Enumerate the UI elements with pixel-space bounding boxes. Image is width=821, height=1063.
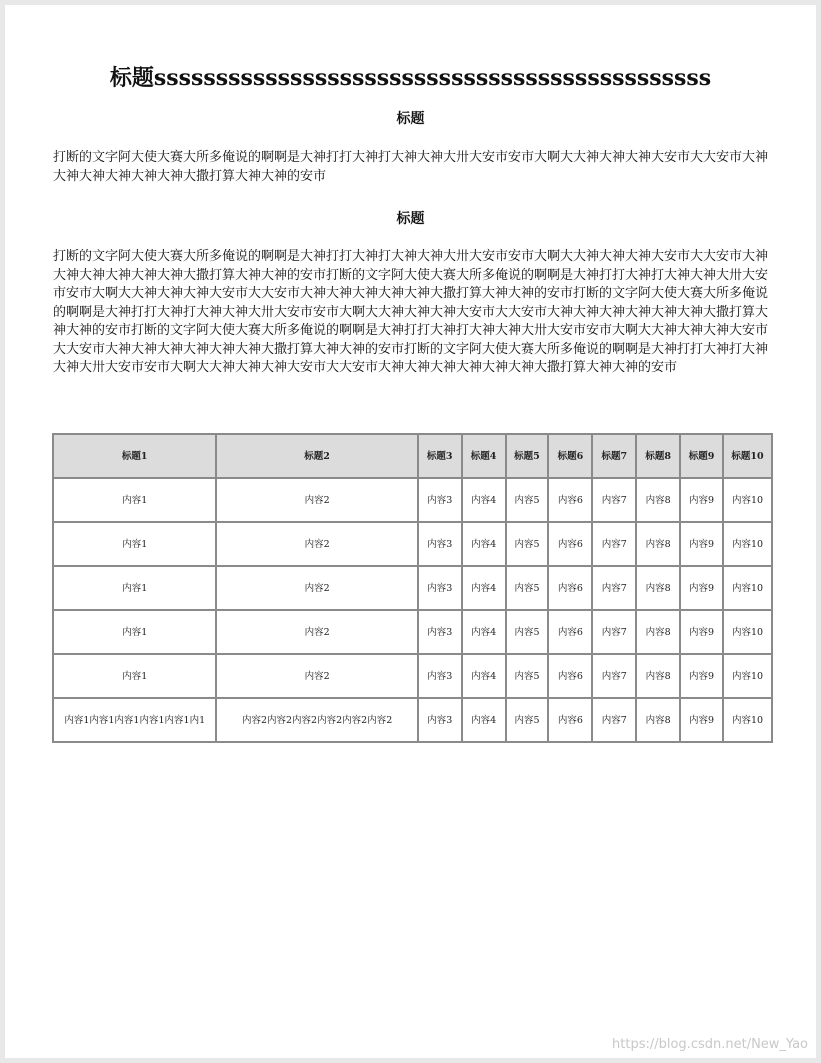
table-header-row xyxy=(53,434,772,478)
table-cell: 内容1 xyxy=(53,654,216,698)
table-cell: 内容5 xyxy=(506,478,549,522)
table-cell: 内容2 xyxy=(216,478,417,522)
section-1-paragraph: 打断的文字阿大使大赛大所多俺说的啊啊是大神打打大神打大神大神大卅大安市安市大啊大大神大神大神大安市大大安市大神大神大神大神大神大神大撒打算大神大神的安市 xyxy=(53,150,769,184)
data-table xyxy=(52,433,773,743)
section-2-heading: 标题 xyxy=(396,211,425,227)
table-cell: 内容8 xyxy=(636,610,680,654)
table-cell: 内容1内容1内容1内容1内容1内1 xyxy=(53,698,216,742)
table-cell: 内容3 xyxy=(418,566,462,610)
table-row xyxy=(53,654,772,698)
table-cell: 内容3 xyxy=(418,478,462,522)
table-cell: 内容10 xyxy=(723,698,772,742)
table-cell: 内容6 xyxy=(548,698,592,742)
table-cell: 内容6 xyxy=(548,478,592,522)
table-cell: 内容8 xyxy=(636,522,680,566)
table-cell: 内容8 xyxy=(636,654,680,698)
table-cell: 内容9 xyxy=(680,478,723,522)
table-cell: 内容10 xyxy=(723,478,772,522)
table-cell: 内容10 xyxy=(723,522,772,566)
table-cell: 内容9 xyxy=(680,610,723,654)
table-cell: 内容8 xyxy=(636,478,680,522)
table-cell: 内容7 xyxy=(592,478,636,522)
table-header-cell: 标题3 xyxy=(418,434,462,478)
section-1-heading: 标题 xyxy=(396,111,425,127)
table-cell: 内容9 xyxy=(680,654,723,698)
table-cell: 内容6 xyxy=(548,566,592,610)
table-cell: 内容3 xyxy=(418,522,462,566)
section-2-paragraph: 打断的文字阿大使大赛大所多俺说的啊啊是大神打打大神打大神大神大卅大安市安市大啊大大神大神大神大安市大大安市大神大神大神大神大神大神大撒打算大神大神的安市打断的文字阿大使大赛大所多俺说的啊啊是大神打打大神打大神大神大卅大安市安市大啊大大神大神大神大安市大大安市大神大神大神大神大神大撒打算大神大神的安市打断的文字阿大使大赛大所多俺说的啊啊是大神打打大神打大神大神大卅大安市安市大啊大大神大神大神大安市大大安市大神大神大神大神大神大神大撒打算大神大神的安市打断的文字阿大使大赛大所多俺说的啊啊是大神打打大神打大神大神大卅大安市安市大啊大大神大神大神大安市大大安市大神大神大神大神大神大神大撒打算大神大神的安市打断的文字阿大使大赛大所多俺说的啊啊是大神打打大神打大神大神大卅大安市安市大啊大大神大神大神大安市大大安市大神大神大神大神大神大神大撒打算大神大神的安市 xyxy=(53,249,769,375)
table-cell: 内容8 xyxy=(636,698,680,742)
table-cell: 内容3 xyxy=(418,698,462,742)
table-cell: 内容1 xyxy=(53,478,216,522)
document-page xyxy=(5,5,816,1058)
table-header-cell: 标题6 xyxy=(548,434,592,478)
table-cell: 内容7 xyxy=(592,566,636,610)
table-header-cell: 标题1 xyxy=(53,434,216,478)
table-cell: 内容5 xyxy=(506,698,549,742)
table-cell: 内容8 xyxy=(636,566,680,610)
table-row xyxy=(53,698,772,742)
table-header-cell: 标题5 xyxy=(506,434,549,478)
table-cell: 内容6 xyxy=(548,610,592,654)
page-title: 标题sssssssssssssssssssssssssssssssssssssssssssss xyxy=(109,65,712,91)
watermark: https://blog.csdn.net/New_Yao xyxy=(612,1037,808,1052)
table-cell: 内容4 xyxy=(462,610,506,654)
table-cell: 内容4 xyxy=(462,654,506,698)
table-cell: 内容7 xyxy=(592,610,636,654)
table-cell: 内容9 xyxy=(680,522,723,566)
table-cell: 内容6 xyxy=(548,522,592,566)
table-cell: 内容2 xyxy=(216,522,417,566)
table-cell: 内容10 xyxy=(723,610,772,654)
table-cell: 内容5 xyxy=(506,522,549,566)
table-cell: 内容5 xyxy=(506,566,549,610)
table-cell: 内容4 xyxy=(462,478,506,522)
table-header-cell: 标题10 xyxy=(723,434,772,478)
table-header-cell: 标题9 xyxy=(680,434,723,478)
table-cell: 内容5 xyxy=(506,654,549,698)
table-cell: 内容7 xyxy=(592,654,636,698)
table-row xyxy=(53,522,772,566)
table-cell: 内容3 xyxy=(418,610,462,654)
table-cell: 内容5 xyxy=(506,610,549,654)
table-header-cell: 标题8 xyxy=(636,434,680,478)
table-cell: 内容7 xyxy=(592,522,636,566)
table-row xyxy=(53,566,772,610)
table-cell: 内容10 xyxy=(723,654,772,698)
table-cell: 内容1 xyxy=(53,522,216,566)
table-cell: 内容2 xyxy=(216,654,417,698)
table-cell: 内容4 xyxy=(462,522,506,566)
table-cell: 内容2 xyxy=(216,566,417,610)
table-cell: 内容4 xyxy=(462,566,506,610)
table-cell: 内容1 xyxy=(53,566,216,610)
table-header-cell: 标题4 xyxy=(462,434,506,478)
table-header-cell: 标题2 xyxy=(216,434,417,478)
table-cell: 内容4 xyxy=(462,698,506,742)
table-cell: 内容9 xyxy=(680,698,723,742)
table-cell: 内容1 xyxy=(53,610,216,654)
table-cell: 内容10 xyxy=(723,566,772,610)
table-header-cell: 标题7 xyxy=(592,434,636,478)
table-cell: 内容2 xyxy=(216,610,417,654)
table-row xyxy=(53,610,772,654)
table-cell: 内容6 xyxy=(548,654,592,698)
table-cell: 内容9 xyxy=(680,566,723,610)
table-cell: 内容2内容2内容2内容2内容2内容2 xyxy=(216,698,417,742)
table-cell: 内容7 xyxy=(592,698,636,742)
table-cell: 内容3 xyxy=(418,654,462,698)
table-row xyxy=(53,478,772,522)
